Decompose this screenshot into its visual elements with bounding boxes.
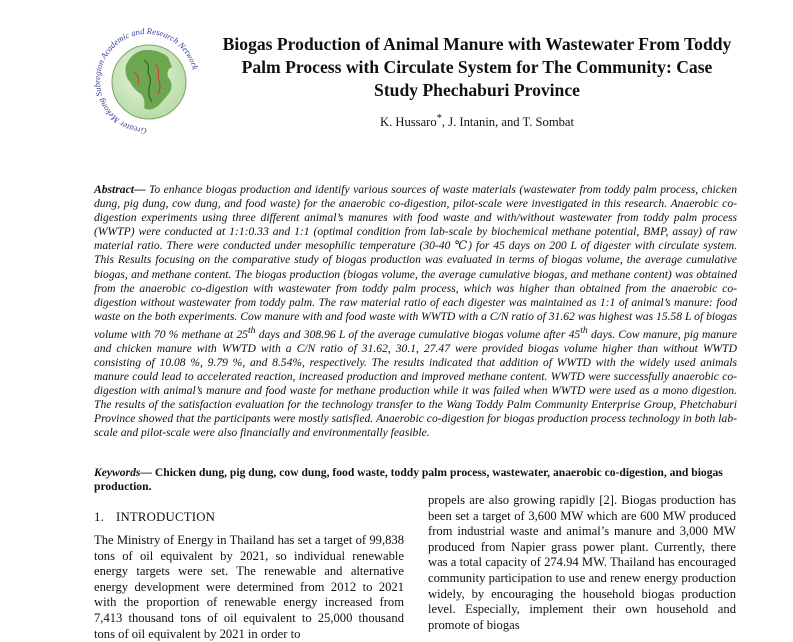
body-column-right: propels are also growing rapidly [2]. Biogas production has been set a target of 3,600 MW which are 600 MW produced from industrial waste and animal’s manure and 3,000 MW produced from Napier grass power plant. Currently, there was a total capacity of 274.94 MW. Thailand has encouraged community participation to use and renew energy production widely, by encouraging the household biogas production level. Especially, implement their own household and promote of biogas — [428, 493, 736, 632]
corresponding-mark: * — [436, 113, 442, 124]
abstract-sup-2: th — [580, 324, 588, 336]
keywords — [94, 466, 737, 494]
abstract-sup-1: th — [247, 324, 256, 336]
section-number: 1. — [94, 510, 104, 524]
section-title: INTRODUCTION — [116, 510, 216, 524]
authors — [222, 113, 732, 130]
logo-ring-text: Greater Mekong Subregion Academic and Research Network — [91, 25, 201, 137]
abstract-heading: Abstract— — [94, 183, 146, 196]
author-rest: , J. Intanin, and T. Sombat — [441, 115, 575, 130]
abstract — [94, 183, 737, 441]
gms-network-logo-icon — [86, 20, 208, 142]
section-heading-introduction — [94, 510, 404, 525]
abstract-text-3: days. Cow manure, pig manure and chicken manure with WWTD with a C/N ratio of 31.62, 30.1, 27.47 were provided biogas volume higher than without WWTD consisting of 10.08 %, 9.79 %, and 8.54%, respectively. The results indicated that addition of WWTD with the widely used animals manure could lead to accelerated reaction, increased production and improved methane content. WWTD were successfully anaerobic co-digestion with animal’s manure and food waste for methane production while it was failed when WWTD were used as a mono digestion. The results of the satisfaction evaluation for the technology transfer to the Wang Toddy Palm Community Enterprise Group, Phetchaburi Province showed that the participants were mostly satisfied. Anaerobic co-digestion for biogas production process technology in both lab-scale and pilot-scale were also financially and environmentally feasible. — [94, 327, 737, 440]
keywords-heading: Keywords— — [94, 466, 152, 479]
keywords-text: Chicken dung, pig dung, cow dung, food waste, toddy palm process, wastewater, anaerobic co-digestion, and biogas production. — [94, 466, 723, 494]
author-first: K. Hussaro — [379, 115, 437, 130]
body-column-left: The Ministry of Energy in Thailand has set a target of 99,838 tons of oil equivalent by 2021, so individual renewable energy targets were set. The renewable and alternative energy development were determined from 2012 to 2021 with the proportion of renewable energy increased from 7,413 thousand tons of oil equivalent to 25,000 thousand tons of oil equivalent by 2021 in order to — [94, 533, 404, 641]
abstract-text-2: days and 308.96 L of the average cumulative biogas volume after 45 — [255, 327, 581, 341]
paper-title: Biogas Production of Animal Manure with Wastewater From Toddy Palm Process with Circulate System for The Community: Case Study Phechaburi Province — [222, 34, 732, 100]
abstract-text-1: To enhance biogas production and identify various sources of waste materials (wastewater from toddy palm process, chicken dung, pig dung, cow dung, and food waste) for the anaerobic co-digestion, pilot-scale were investigated in this research. Anaerobic co-digestion experiments using three different animal’s manures with food waste and with/without wastewater from toddy palm process (WWTP) were conducted at 1:1:0.33 and 1:1 (optimal condition from lab-scale by biochemical methane potential, BMP, assay) of raw material ratio. There were conducted under mesophilic temperature (30-40 ℃) for 45 days on 200 L of digester with circulate system. This Results focusing on the comparative study of biogas production was evaluated in terms of biogas volume, the average cumulative biogas, and methane content. The biogas production (biogas volume, the average cumulative biogas, and methane content) was obtained from the anaerobic co-digestion with wastewater from toddy palm process, which was higher than obtained from the anaerobic co-digestion without wastewater from toddy palm. The raw material ratio of each digester was maintained as 1:1 of animal’s manure: food waste on the both experiments. Cow manure with and food waste with WWTD with a C/N ratio of 31.62 was highest was 15.58 L of biogas volume with 70 % methane at 25 — [94, 183, 737, 341]
